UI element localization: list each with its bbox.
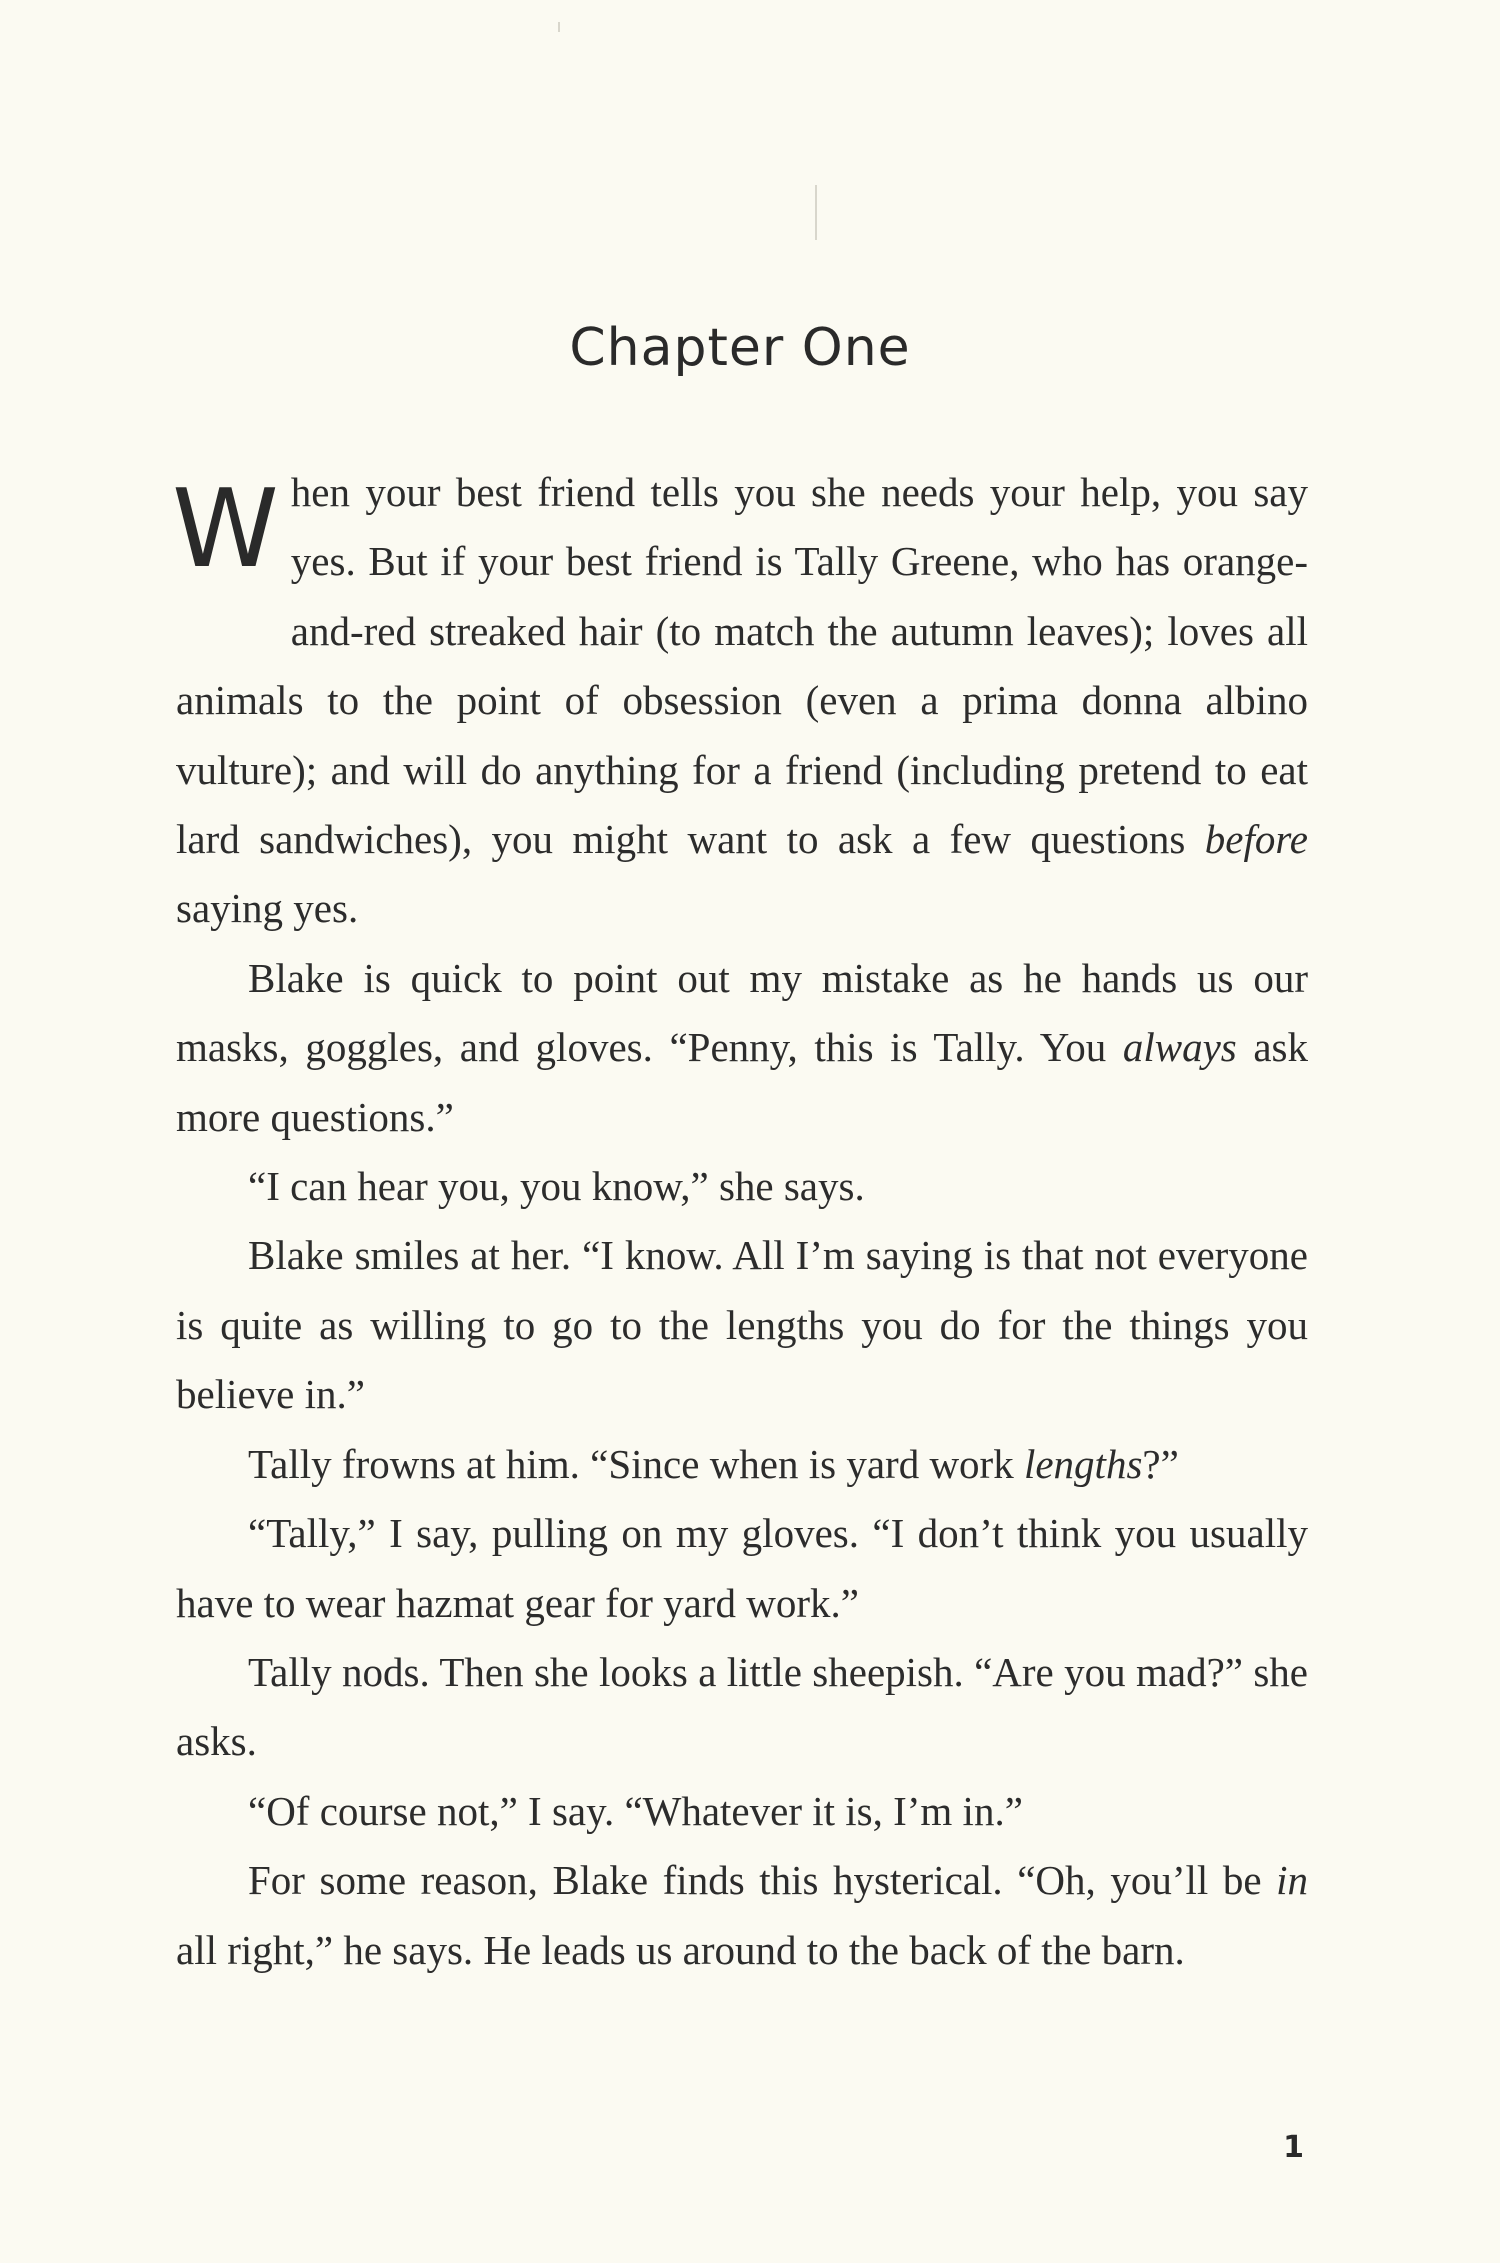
drop-cap: W [172, 467, 279, 592]
paragraph-text: Tally frowns at him. “Since when is yard work [248, 1440, 1024, 1487]
paragraph-9 [176, 1846, 1308, 1985]
emphasis-text: lengths [1023, 1440, 1143, 1487]
paragraph-4: Blake smiles at her. “I know. All I’m saying is that not everyone is quite as willing to go to the lengths you do for the things you believe in.” [176, 1232, 1308, 1418]
paragraph-3: “I can hear you, you know,” she says. [248, 1163, 865, 1210]
paragraph-6: “Tally,” I say, pulling on my gloves. “I don’t think you usually have to wear hazmat gear for yard work.” [176, 1510, 1308, 1626]
paragraph-8: “Of course not,” I say. “Whatever it is, I’m in.” [248, 1787, 1023, 1834]
emphasis-text: always [1122, 1024, 1237, 1071]
emphasis-text: before [1204, 816, 1308, 863]
paragraph-text: Blake is quick to point out my mistake as he hands us our masks, goggles, and gloves. “Penny, this is Tally. You [176, 954, 1308, 1071]
paragraph-7: Tally nods. Then she looks a little sheepish. “Are you mad?” she asks. [176, 1648, 1308, 1765]
paragraph-text: ask more questions.” [176, 1024, 1308, 1140]
paragraph-5 [176, 1430, 1308, 1499]
paragraph-text: For some reason, Blake finds this hysterical. “Oh, you’ll be [248, 1857, 1277, 1904]
page-number: 1 [1283, 2130, 1304, 2165]
chapter-title: Chapter One [569, 318, 911, 378]
paragraph-1 [172, 458, 1308, 944]
paragraph-text: ?” [1142, 1440, 1179, 1487]
chapter-body [172, 458, 1308, 1985]
paragraph-text: all right,” he says. He leads us around to the back of the barn. [176, 1926, 1185, 1973]
paragraph-text: saying yes. [176, 885, 359, 932]
paragraph-2 [176, 944, 1308, 1152]
paragraph-text: hen your best friend tells you she needs your help, you say yes. But if your best friend is Tally Greene, who has orange-and-red streaked hair (to match the autumn leaves); loves all animals to the point of obsession (even a prima donna albino vulture); and will do anything for a friend (including pretend to eat lard sandwiches), you might want to ask a few questions [176, 469, 1308, 863]
emphasis-text: in [1276, 1857, 1308, 1904]
scan-mark [815, 185, 817, 240]
scan-mark [558, 22, 560, 32]
